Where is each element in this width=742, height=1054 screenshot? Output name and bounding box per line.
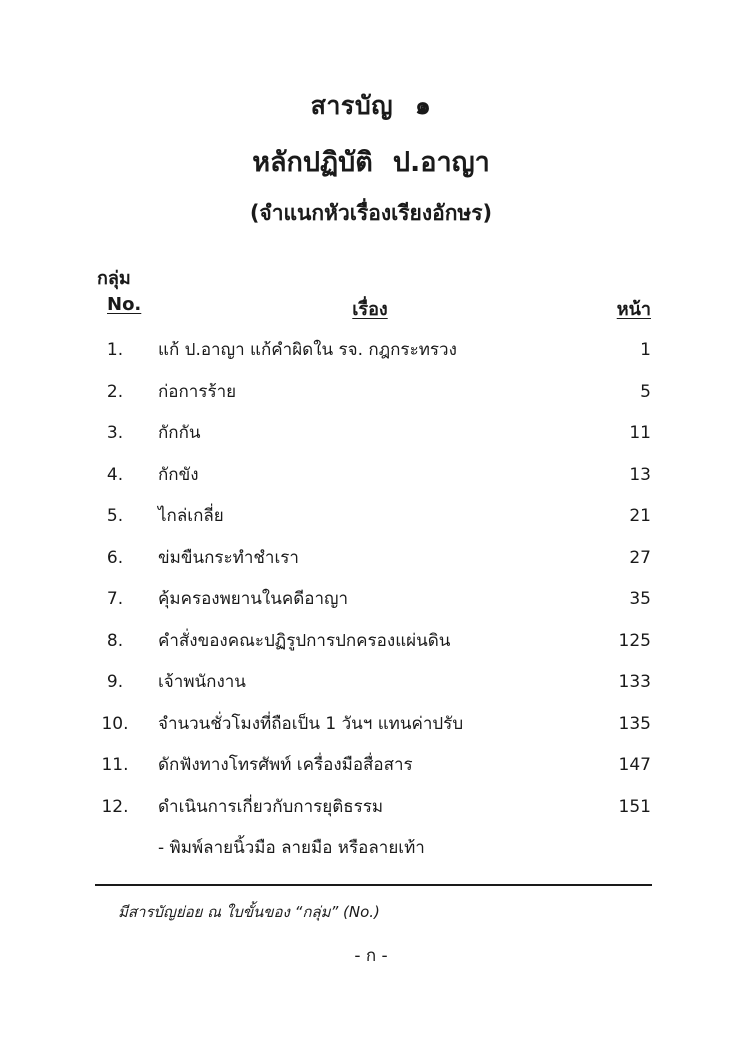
toc-row-number: 12. (101, 796, 129, 817)
document-title-b: ป.อาญา (392, 147, 490, 178)
toc-row-title: ดำเนินการเกี่ยวกับการยุติธรรม (158, 796, 384, 817)
toc-row-page: 21 (629, 506, 651, 526)
toc-row-page: 13 (629, 464, 651, 485)
toc-row-number: 3. (106, 423, 124, 443)
page-number: - ก - (354, 946, 388, 966)
toc-row[interactable] (0, 417, 742, 459)
toc-title (0, 86, 742, 126)
document-subtitle: (จำแนกหัวเรื่องเรียงอักษร) (249, 201, 493, 225)
toc-row[interactable] (0, 583, 742, 625)
footnote-divider (95, 884, 652, 886)
toc-row-title: จำนวนชั่วโมงที่ถือเป็น 1 วันฯ แทนค่าปรับ (158, 713, 464, 734)
toc-row-page: 1 (640, 340, 651, 360)
toc-row-page: 11 (629, 423, 651, 443)
toc-row-title: ไกล่เกลี่ย (158, 506, 224, 526)
toc-row-page: 35 (629, 589, 651, 609)
toc-row-title: เจ้าพนักงาน (158, 672, 246, 692)
toc-row-number: 6. (106, 547, 124, 568)
toc-sub-item: - พิมพ์ลายนิ้วมือ ลายมือ หรือลายเท้า (158, 838, 425, 858)
toc-row-page: 27 (629, 547, 651, 568)
column-header-title: เรื่อง (352, 299, 388, 320)
toc-row-title: คุ้มครองพยานในคดีอาญา (158, 589, 349, 609)
toc-row[interactable] (0, 542, 742, 584)
toc-row-title: ดักฟังทางโทรศัพท์ เครื่องมือสื่อสาร (158, 755, 413, 775)
toc-row-title: กักขัง (158, 464, 199, 485)
toc-row-number: 2. (106, 381, 124, 402)
toc-row[interactable] (0, 791, 742, 833)
toc-row-page: 147 (618, 755, 651, 775)
toc-row-number: 7. (106, 589, 124, 609)
toc-row[interactable] (0, 500, 742, 542)
toc-row-title: ก่อการร้าย (158, 381, 237, 402)
toc-row-title: แก้ ป.อาญา แก้คำผิดใน รจ. กฎกระทรวง (158, 340, 457, 360)
column-header-page: หน้า (616, 299, 651, 320)
toc-row-number: 11. (101, 755, 129, 775)
column-header-no: No. (107, 294, 142, 315)
toc-row-number: 5. (106, 506, 124, 526)
footnote: มีสารบัญย่อย ณ ใบขั้นของ “กลุ่ม” (No.) (118, 903, 380, 921)
toc-row-page: 151 (618, 796, 651, 817)
toc-row-number: 8. (106, 630, 124, 651)
toc-title-text: สารบัญ (310, 91, 394, 120)
toc-row[interactable] (0, 459, 742, 501)
toc-row-page: 133 (618, 672, 651, 692)
toc-row-number: 4. (106, 464, 124, 485)
toc-row[interactable] (0, 625, 742, 667)
toc-row[interactable] (0, 334, 742, 376)
toc-row[interactable] (0, 708, 742, 750)
toc-row[interactable] (0, 666, 742, 708)
toc-row-page: 135 (618, 713, 651, 734)
toc-row-number: 9. (106, 672, 124, 692)
toc-row-number: 1. (106, 340, 124, 360)
toc-row-page: 5 (640, 381, 651, 402)
toc-row-number: 10. (101, 713, 129, 734)
toc-list (0, 334, 742, 832)
document-title-a: หลักปฏิบัติ (252, 147, 373, 178)
toc-row-title: กักกัน (158, 423, 201, 443)
toc-row-page: 125 (618, 630, 651, 651)
toc-volume-number: ๑ (415, 91, 432, 120)
toc-row-title: คำสั่งของคณะปฏิรูปการปกครองแผ่นดิน (158, 630, 451, 651)
toc-row-title: ข่มขืนกระทำชำเรา (158, 547, 299, 568)
toc-row[interactable] (0, 376, 742, 418)
toc-row[interactable] (0, 749, 742, 791)
document-title (0, 140, 742, 183)
group-label: กลุ่ม (97, 268, 131, 289)
